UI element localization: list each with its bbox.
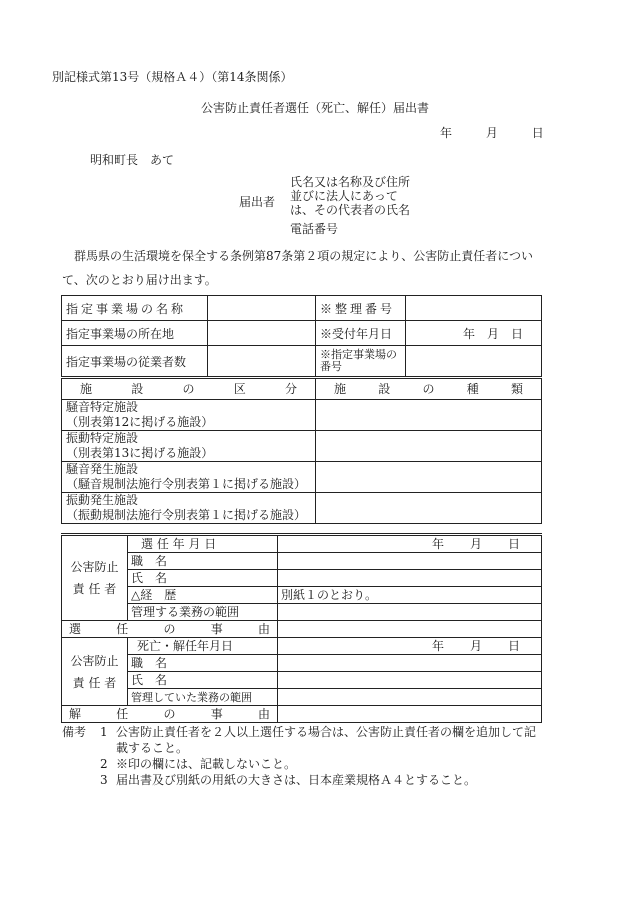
- dismissal-date-field[interactable]: 年 月 日: [278, 638, 542, 655]
- phone-label: 電話番号: [290, 222, 339, 236]
- note-number: 2: [100, 757, 108, 771]
- facility-class-cell: 振動発生施設 （振動規制法施行令別表第１に掲げる施設）: [62, 493, 316, 524]
- note-item: [62, 724, 546, 756]
- applicant-name-line: 氏名又は名称及び住所: [290, 175, 411, 189]
- table-row: [62, 570, 542, 587]
- facility-kind-field[interactable]: [316, 493, 542, 524]
- facility-class-cell: 振動特定施設 （別表第13に掲げる施設）: [62, 431, 316, 462]
- reference-number-field[interactable]: [406, 296, 542, 321]
- table-row: [62, 493, 542, 524]
- addressee: 明和町長 あて: [90, 153, 175, 167]
- facility-name-field[interactable]: [208, 296, 316, 321]
- facility-number-field[interactable]: [406, 346, 542, 377]
- facility-class-cell: 騒音特定施設 （別表第12に掲げる施設）: [62, 400, 316, 431]
- employee-count-field[interactable]: [208, 346, 316, 377]
- position-label: 職 名: [128, 553, 278, 570]
- facility-address-field[interactable]: [208, 321, 316, 346]
- note-number: 1: [100, 725, 108, 739]
- facility-kind-field[interactable]: [316, 431, 542, 462]
- appointment-date-field[interactable]: 年 月 日: [278, 535, 542, 553]
- form-number: 別記様式第13号（規格Ａ４）（第14条関係）: [52, 70, 293, 84]
- name-label: 氏 名: [128, 570, 278, 587]
- applicant-name-line: 並びに法人にあって: [290, 189, 398, 203]
- appointment-reason-label: 選 任 の 事 由: [62, 621, 278, 638]
- date-day: 日: [531, 126, 544, 140]
- table-row: [62, 689, 542, 706]
- applicant-name-line: は、その代表者の氏名: [290, 203, 411, 217]
- date-month: 月: [485, 126, 498, 140]
- table-header-row: [62, 378, 542, 400]
- note-number: 3: [100, 773, 108, 787]
- former-name-label: 氏 名: [128, 672, 278, 689]
- dismissal-date-label: 死亡・解任年月日: [128, 638, 278, 655]
- notes: [62, 724, 546, 788]
- facility-class-cell: 騒音発生施設 （騒音規制法施行令別表第１に掲げる施設）: [62, 462, 316, 493]
- table-row: [62, 672, 542, 689]
- former-position-label: 職 名: [128, 655, 278, 672]
- facility-type-table: [61, 376, 542, 524]
- applicant-name-caption: [290, 175, 410, 217]
- notes-label: 備考: [62, 725, 87, 739]
- facility-kind-header: 施 設 の 種 類: [316, 378, 542, 400]
- facility-kind-field[interactable]: [316, 462, 542, 493]
- position-field[interactable]: [278, 553, 542, 570]
- date-year: 年: [440, 126, 453, 140]
- table-row: [62, 604, 542, 621]
- table-row: [62, 400, 542, 431]
- dismissal-reason-field[interactable]: [278, 706, 542, 723]
- table-row: [62, 346, 542, 377]
- table-row: [62, 296, 542, 321]
- former-scope-label: 管理していた業務の範囲: [128, 689, 278, 706]
- table-row: [62, 321, 542, 346]
- responsible-person-label: 公害防止 責 任 者: [62, 535, 128, 621]
- table-row: [62, 535, 542, 553]
- table-row: [62, 431, 542, 462]
- managed-scope-label: 管理する業務の範囲: [128, 604, 278, 621]
- career-field[interactable]: 別紙１のとおり。: [278, 587, 542, 604]
- note-item: [62, 756, 546, 772]
- form-title: 公害防止責任者選任（死亡、解任）届出書: [200, 101, 429, 115]
- responsible-person-table: [61, 533, 542, 723]
- submission-date: [440, 124, 544, 141]
- note-text: ※印の欄には、記載しないこと。: [116, 757, 297, 771]
- table-row: [62, 553, 542, 570]
- intro-text: 群馬県の生活環境を保全する条例第87条第２項の規定により、公害防止責任者について、次のとおり届け出ます。: [62, 249, 534, 287]
- facility-number-label: ※指定事業場の番号: [316, 346, 406, 377]
- employee-count-label: 指定事業場の従業者数: [62, 346, 208, 377]
- table-row: [62, 706, 542, 723]
- note-text: 公害防止責任者を２人以上選任する場合は、公害防止責任者の欄を追加して記載すること。: [116, 725, 537, 755]
- note-text: 届出書及び別紙の用紙の大きさは、日本産業規格Ａ４とすること。: [116, 773, 477, 787]
- former-responsible-person-label: 公害防止 責 任 者: [62, 638, 128, 706]
- appointment-date-label: 選 任 年 月 日: [128, 535, 278, 553]
- table-row: [62, 621, 542, 638]
- table-row: [62, 462, 542, 493]
- received-date-field[interactable]: 年 月 日: [406, 321, 542, 346]
- former-name-field[interactable]: [278, 672, 542, 689]
- name-field[interactable]: [278, 570, 542, 587]
- facility-kind-field[interactable]: [316, 400, 542, 431]
- table-row: [62, 587, 542, 604]
- facility-info-table: [61, 295, 542, 377]
- table-row: [62, 638, 542, 655]
- appointment-reason-field[interactable]: [278, 621, 542, 638]
- facility-class-header: 施 設 の 区 分: [62, 378, 316, 400]
- career-label: △経 歴: [128, 587, 278, 604]
- received-date-label: ※受付年月日: [316, 321, 406, 346]
- facility-name-label: 指定事業場の名称: [62, 296, 208, 321]
- note-item: [62, 772, 546, 788]
- table-row: [62, 655, 542, 672]
- reference-number-label: ※整理番号: [316, 296, 406, 321]
- managed-scope-field[interactable]: [278, 604, 542, 621]
- dismissal-reason-label: 解 任 の 事 由: [62, 706, 278, 723]
- former-position-field[interactable]: [278, 655, 542, 672]
- facility-address-label: 指定事業場の所在地: [62, 321, 208, 346]
- applicant-label: 届出者: [239, 195, 276, 209]
- former-scope-field[interactable]: [278, 689, 542, 706]
